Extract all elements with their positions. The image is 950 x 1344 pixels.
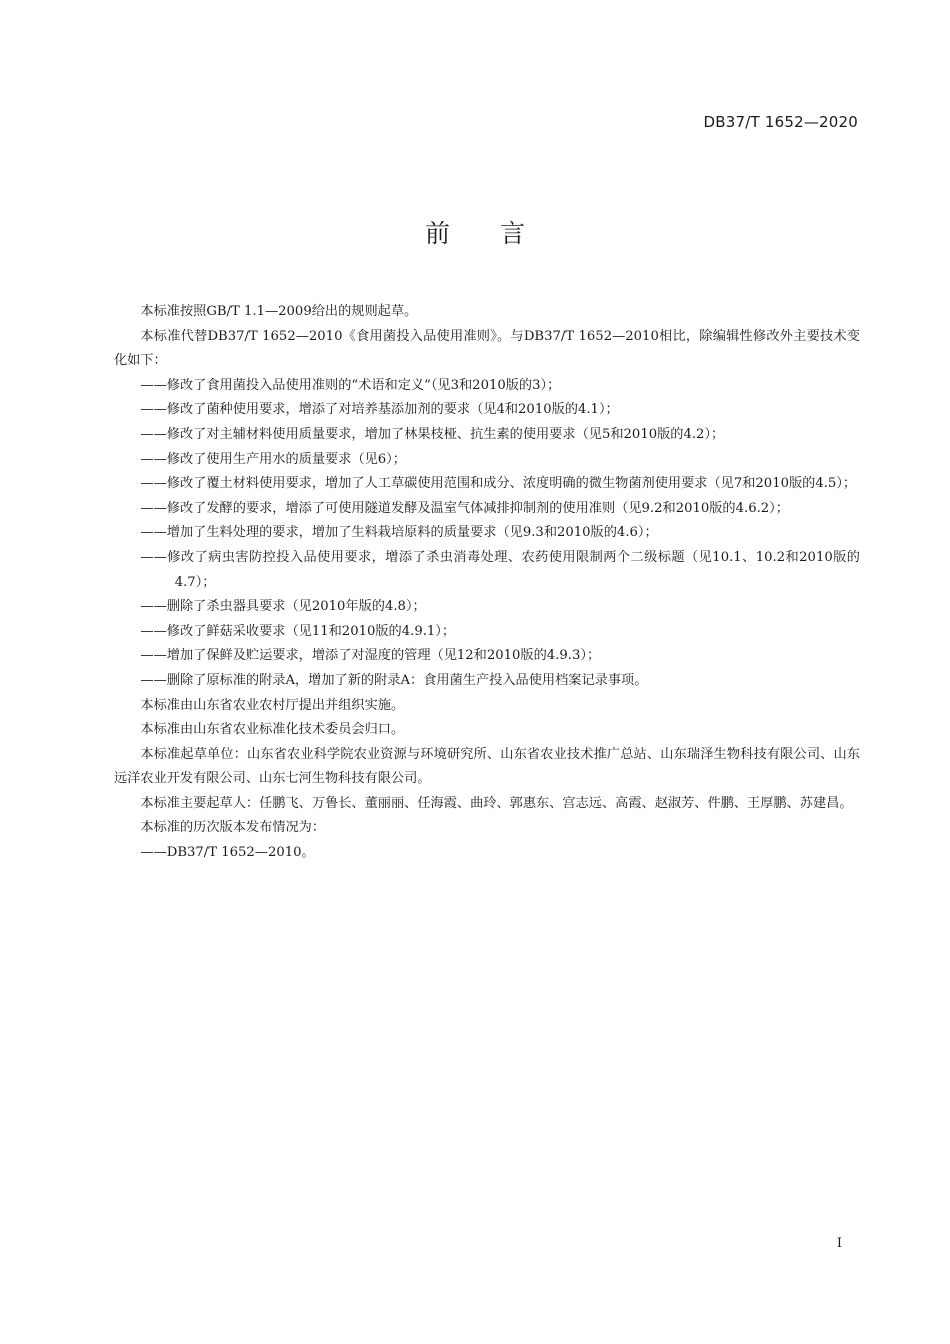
foreword-body <box>114 300 860 866</box>
paragraph: 本标准代替DB37/T 1652—2010《食用菌投入品使用准则》。与DB37/T 1652—2010相比，除编辑性修改外主要技术变化如下： <box>114 328 860 369</box>
change-item: ——修改了覆土材料使用要求，增加了人工草碳使用范围和成分、浓度明确的微生物菌剂使用要求（见7和2010版的4.5）； <box>140 476 857 492</box>
standard-code: DB37/T 1652—2020 <box>703 113 858 131</box>
paragraph: 本标准主要起草人：任鹏飞、万鲁长、董丽丽、任海霞、曲玲、郭惠东、宫志远、高霞、赵淑芳、件鹏、王厚鹏、苏建昌。 <box>140 795 853 811</box>
paragraph: 本标准的历次版本发布情况为： <box>140 820 326 836</box>
change-item: ——修改了鲜菇采收要求（见11和2010版的4.9.1）； <box>140 623 456 639</box>
change-item: ——增加了生料处理的要求，增加了生料栽培原料的质量要求（见9.3和2010版的4.6）； <box>140 525 658 541</box>
paragraph: 本标准起草单位：山东省农业科学院农业资源与环境研究所、山东省农业技术推广总站、山东瑞泽生物科技有限公司、山东远洋农业开发有限公司、山东七河生物科技有限公司。 <box>114 746 860 787</box>
change-item: ——修改了菌种使用要求，增添了对培养基添加剂的要求（见4和2010版的4.1）； <box>140 402 619 418</box>
paragraph: 本标准按照GB/T 1.1—2009给出的规则起草。 <box>140 304 418 319</box>
history-item: ——DB37/T 1652—2010。 <box>140 845 315 861</box>
paragraph: 本标准由山东省农业农村厅提出并组织实施。 <box>140 697 405 713</box>
change-item: ——删除了原标准的附录A，增加了新的附录A：食用菌生产投入品使用档案记录事项。 <box>140 672 648 688</box>
change-item: ——修改了发酵的要求，增添了可使用隧道发酵及温室气体减排抑制剂的使用准则（见9.2和2010版的4.6.2）； <box>140 500 789 516</box>
change-item: ——修改了病虫害防控投入品使用要求，增添了杀虫消毒处理、农药使用限制两个二级标题（见10.1、10.2和2010版的4.7）； <box>140 549 860 590</box>
change-item: ——增加了保鲜及贮运要求，增添了对湿度的管理（见12和2010版的4.9.3）； <box>140 648 601 664</box>
change-item: ——修改了食用菌投入品使用准则的“术语和定义”（见3和2010版的3）； <box>140 377 561 393</box>
paragraph: 本标准由山东省农业标准化技术委员会归口。 <box>140 722 405 738</box>
change-item: ——修改了对主辅材料使用质量要求，增加了林果枝桠、抗生素的使用要求（见5和2010版的4.2）； <box>140 426 725 442</box>
page-number: I <box>836 1236 842 1251</box>
change-item: ——修改了使用生产用水的质量要求（见6）； <box>140 451 406 467</box>
change-item: ——删除了杀虫器具要求（见2010年版的4.8）； <box>140 599 426 615</box>
page-title: 前 言 <box>424 219 525 248</box>
